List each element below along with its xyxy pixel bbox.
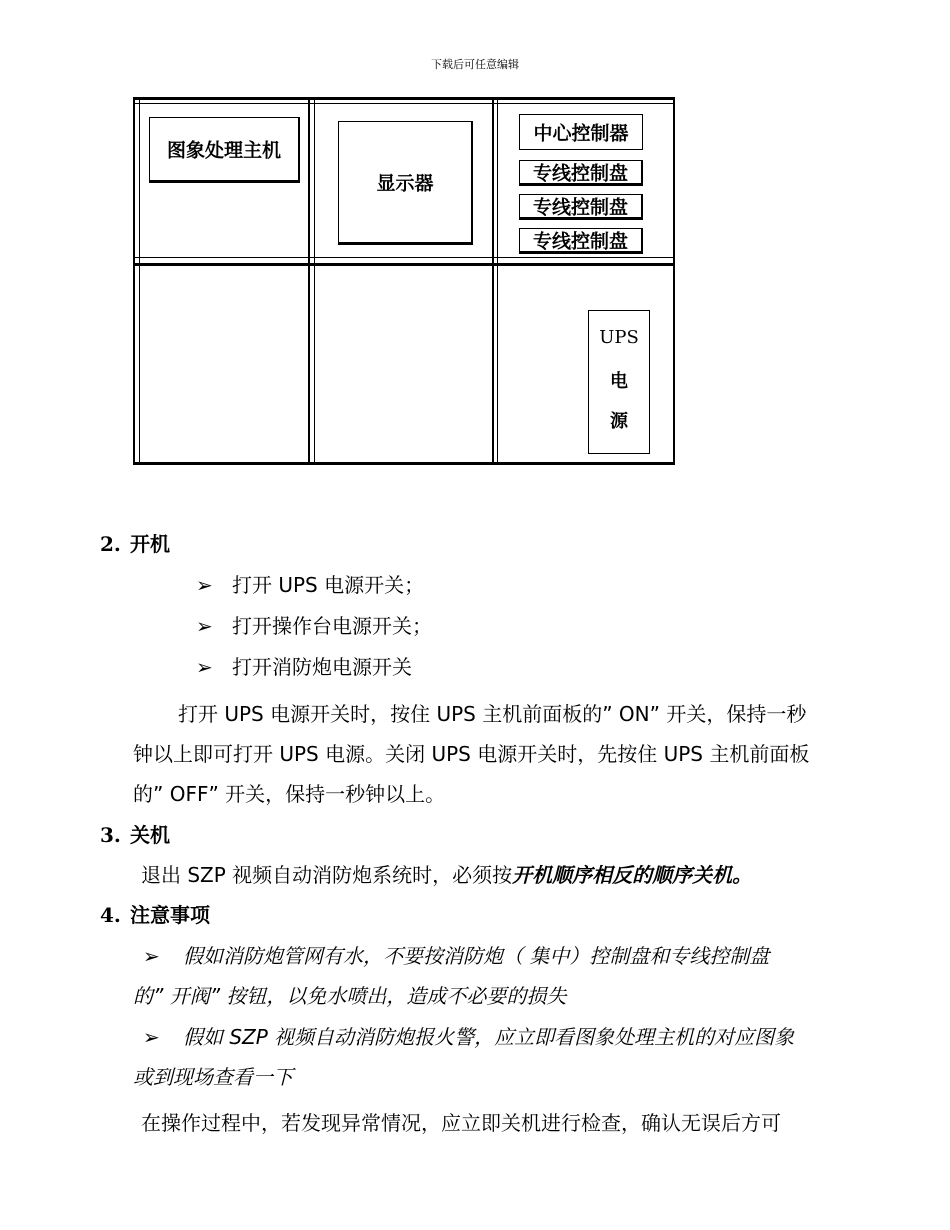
- section-title: 注意事项: [130, 903, 210, 927]
- section-power-on-heading: [100, 531, 170, 557]
- section-notes-heading: [100, 902, 210, 928]
- line-panel-2-box: [519, 194, 643, 220]
- diagram-divider-1a: [308, 97, 310, 465]
- diagram-right-border: [673, 97, 675, 465]
- section-title: 开机: [130, 532, 170, 556]
- ups-label-line-3: 源: [610, 411, 628, 432]
- ups-box: [588, 310, 650, 454]
- note-text: 假如消防炮管网有水，不要按消防炮（ 集中）控制盘和专线控制盘: [183, 944, 770, 968]
- line-panel-3-label: 专线控制盘: [532, 230, 628, 253]
- power-off-plain-text: 退出 SZP 视频自动消防炮系统时，必须按: [141, 863, 513, 887]
- center-controller-label: 中心控制器: [533, 122, 629, 145]
- image-host-box: [149, 117, 300, 183]
- diagram-left-inner-line: [139, 97, 140, 465]
- bullet-text: 打开消防炮电源开关: [232, 655, 412, 679]
- section-number: 4.: [100, 903, 121, 927]
- ups-label-line-1: UPS: [599, 327, 639, 348]
- section-number: 3.: [100, 823, 121, 847]
- note-1-line-1: [143, 943, 769, 969]
- bullet-text: 打开 UPS 电源开关；: [232, 573, 425, 597]
- diagram-top-border: [133, 97, 675, 100]
- arrow-bullet-icon: ➢: [143, 944, 160, 968]
- cabinet-diagram: [133, 97, 675, 465]
- note-2-line-1: [143, 1024, 794, 1050]
- section-power-off-heading: [100, 822, 170, 848]
- power-off-text: [141, 862, 752, 888]
- line-panel-1-box: [519, 160, 643, 186]
- notes-closing-line: 在操作过程中，若发现异常情况，应立即关机进行检查，确认无误后方可: [141, 1111, 781, 1135]
- bullet-text: 打开操作台电源开关；: [232, 614, 432, 638]
- section-title: 关机: [130, 823, 170, 847]
- power-on-paragraph-line-2: 钟以上即可打开 UPS 电源。关闭 UPS 电源开关时，先按住 UPS 主机前面板: [133, 742, 810, 766]
- center-controller-box: [519, 114, 643, 150]
- diagram-shelf-line: [133, 257, 675, 258]
- monitor-label: 显示器: [376, 172, 434, 195]
- arrow-bullet-icon: ➢: [196, 573, 213, 597]
- line-panel-3-box: [519, 228, 643, 254]
- note-text: 假如 SZP 视频自动消防炮报火警，应立即看图象处理主机的对应图象: [183, 1025, 795, 1049]
- diagram-left-border: [133, 97, 135, 465]
- power-on-paragraph-line-3: 的” OFF” 开关，保持一秒钟以上。: [133, 782, 446, 806]
- power-off-emphasis-text: 开机顺序相反的顺序关机。: [512, 863, 753, 887]
- diagram-divider-1b: [314, 97, 315, 465]
- arrow-bullet-icon: ➢: [196, 655, 213, 679]
- page-header-note: 下载后可任意编辑: [431, 58, 519, 71]
- line-panel-2-label: 专线控制盘: [532, 196, 628, 219]
- power-on-bullet-2: [196, 613, 432, 639]
- section-number: 2.: [100, 532, 121, 556]
- monitor-box: [338, 121, 473, 245]
- diagram-shelf-thick-line: [133, 263, 675, 266]
- note-1-line-2: 的” 开阀” 按钮，以免水喷出，造成不必要的损失: [133, 984, 567, 1008]
- ups-label-line-2: 电: [610, 371, 628, 392]
- diagram-divider-2a: [492, 97, 494, 465]
- image-host-label: 图象处理主机: [166, 139, 281, 162]
- line-panel-1-label: 专线控制盘: [532, 162, 628, 185]
- power-on-paragraph-line-1: 打开 UPS 电源开关时，按住 UPS 主机前面板的” ON” 开关，保持一秒: [178, 702, 807, 726]
- diagram-top-inner-line: [133, 103, 675, 104]
- note-2-line-2: 或到现场查看一下: [133, 1065, 293, 1089]
- power-on-bullet-3: [196, 654, 412, 680]
- arrow-bullet-icon: ➢: [196, 614, 213, 638]
- arrow-bullet-icon: ➢: [143, 1025, 160, 1049]
- diagram-bottom-border: [133, 462, 675, 465]
- diagram-divider-2b: [497, 97, 498, 465]
- power-on-bullet-1: [196, 572, 424, 598]
